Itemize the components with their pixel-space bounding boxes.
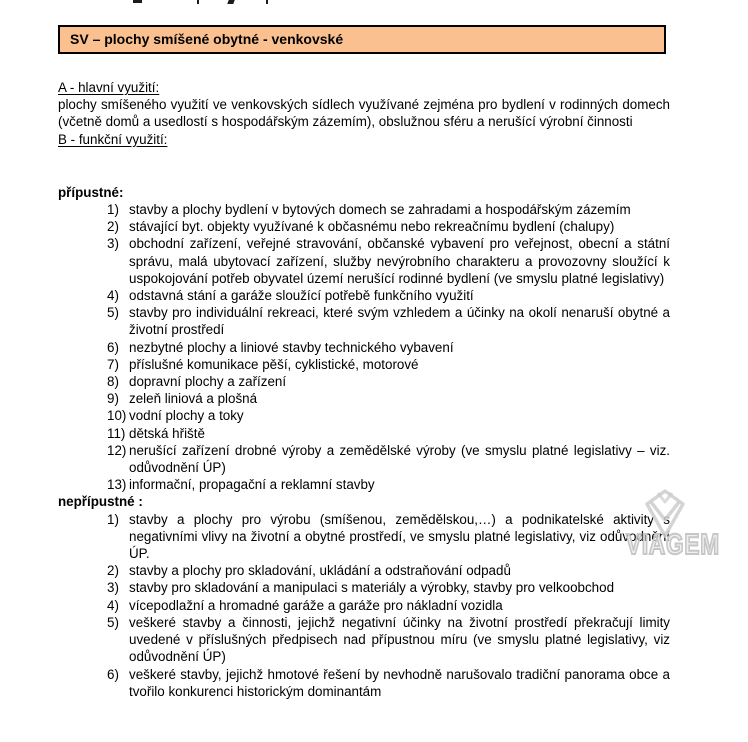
item-text: příslušné komunikace pěší, cyklistické, motorové	[129, 356, 419, 372]
item-number: 12)	[107, 442, 127, 458]
list-item	[103, 235, 670, 287]
not-permitted-label: nepřípustné :	[58, 494, 143, 510]
item-text: stavby a plochy bydlení v bytových domech se zahradami a hospodářským zázemím	[129, 202, 631, 218]
list-item	[103, 201, 670, 218]
item-number: 5)	[107, 305, 119, 321]
main-use-paragraph: plochy smíšeného využití ve venkovských sídlech využívané zejména pro bydlení v rodinných domech (včetně domů a usedlostí s hospodářským zázemím), obslužnou sféru a nerušící výrobní činnosti	[58, 97, 670, 130]
item-number: 5)	[107, 614, 119, 630]
permitted-label: přípustné:	[58, 184, 124, 200]
list-item	[103, 666, 670, 700]
item-number: 1)	[107, 511, 119, 527]
list-item	[103, 597, 670, 614]
list-item	[103, 425, 670, 442]
list-item	[103, 339, 670, 356]
item-text: odstavná stání a garáže sloužící potřebě funkčního využití	[129, 288, 474, 304]
item-text: obchodní zařízení, veřejné stravování, občanské vybavení pro veřejnost, obecní a státní správu, malá ubytovací zařízení, služby nevýrobního charakteru a provozovny sloužící k uspokojování potřeb obyvatel území nerušící rodinné bydlení (ve smyslu platné legislativy)	[129, 236, 670, 286]
item-text: vícepodlažní a hromadné garáže a garáže pro nákladní vozidla	[129, 597, 503, 613]
item-number: 2)	[107, 563, 119, 579]
watermark-text: VIAGEM	[626, 529, 720, 561]
list-item	[103, 579, 670, 596]
item-number: 11)	[107, 425, 126, 441]
item-number: 8)	[107, 374, 119, 390]
item-text: informační, propagační a reklamní stavby	[129, 477, 375, 493]
list-item	[103, 476, 670, 493]
item-text: zeleň liniová a plošná	[129, 391, 258, 407]
item-number: 4)	[107, 597, 119, 613]
list-item	[103, 390, 670, 407]
item-number: 7)	[107, 356, 119, 372]
list-item	[103, 407, 670, 424]
item-number: 13)	[107, 477, 127, 493]
item-text: veškeré stavby a činnosti, jejichž negativní účinky na životní prostředí překračují limity uvedené v příslušných předpisech nad přípustnou míru (ve smyslu platné legislativy, viz odůvodnění ÚP)	[129, 614, 670, 665]
item-text: stavby a plochy pro výrobu (smíšenou, zemědělskou,…) a podnikatelské aktivity s negativními vlivy na životní a obytné prostředí, ve smyslu platné legislativy, viz odůvodnění ÚP.	[129, 511, 670, 562]
item-number: 6)	[107, 339, 119, 355]
item-number: 9)	[107, 391, 119, 407]
list-item	[103, 614, 670, 666]
item-number: 2)	[107, 219, 119, 235]
cut-off-text-remnants	[0, 0, 748, 6]
item-text: dopravní plochy a zařízení	[129, 374, 287, 390]
item-number: 4)	[107, 288, 119, 304]
list-item	[103, 287, 670, 304]
heading-functional-use: B - funkční využití:	[58, 131, 168, 147]
item-text: stavby pro individuální rekreaci, které svým vzhledem a účinky na okolí nenaruší obytné a životní prostředí	[129, 305, 670, 338]
item-text: vodní plochy a toky	[129, 408, 244, 424]
text-fragment	[266, 0, 268, 4]
item-number: 6)	[107, 666, 119, 682]
list-item	[103, 442, 670, 476]
list-item	[103, 562, 670, 579]
list-item	[103, 373, 670, 390]
item-number: 10)	[107, 408, 127, 424]
document-content	[58, 79, 670, 700]
item-text: stavby pro skladování a manipulaci s materiály a výrobky, stavby pro velkoobchod	[129, 580, 615, 596]
item-text: nerušící zařízení drobné výroby a zemědělské výroby (ve smyslu platné legislativy – viz. odůvodnění ÚP)	[129, 442, 670, 476]
permitted-list	[58, 201, 670, 493]
item-text: veškeré stavby, jejichž hmotové řešení by nevhodně narušovalo tradiční panorama obce a tvořilo konkurenci historickým dominantám	[129, 666, 670, 699]
item-number: 3)	[107, 580, 119, 596]
list-item	[103, 511, 670, 563]
list-item	[103, 304, 670, 338]
list-item	[103, 218, 670, 235]
item-number: 1)	[107, 202, 119, 218]
item-number: 3)	[107, 236, 119, 252]
not-permitted-list	[58, 511, 670, 700]
section-header-box	[58, 25, 666, 54]
list-item	[103, 356, 670, 373]
text-fragment	[227, 0, 234, 4]
heading-main-use: A - hlavní využití:	[58, 80, 160, 95]
item-text: nezbytné plochy a liniové stavby technického vybavení	[129, 339, 454, 355]
text-fragment	[133, 0, 142, 3]
item-text: stávající byt. objekty využívané k občasnému nebo rekreačnímu bydlení (chalupy)	[129, 219, 615, 235]
item-text: stavby a plochy pro skladování, ukládání a odstraňování odpadů	[129, 563, 511, 579]
text-fragment	[197, 0, 199, 4]
section-title: SV – plochy smíšené obytné - venkovské	[70, 30, 344, 47]
item-text: dětská hřiště	[129, 425, 205, 441]
